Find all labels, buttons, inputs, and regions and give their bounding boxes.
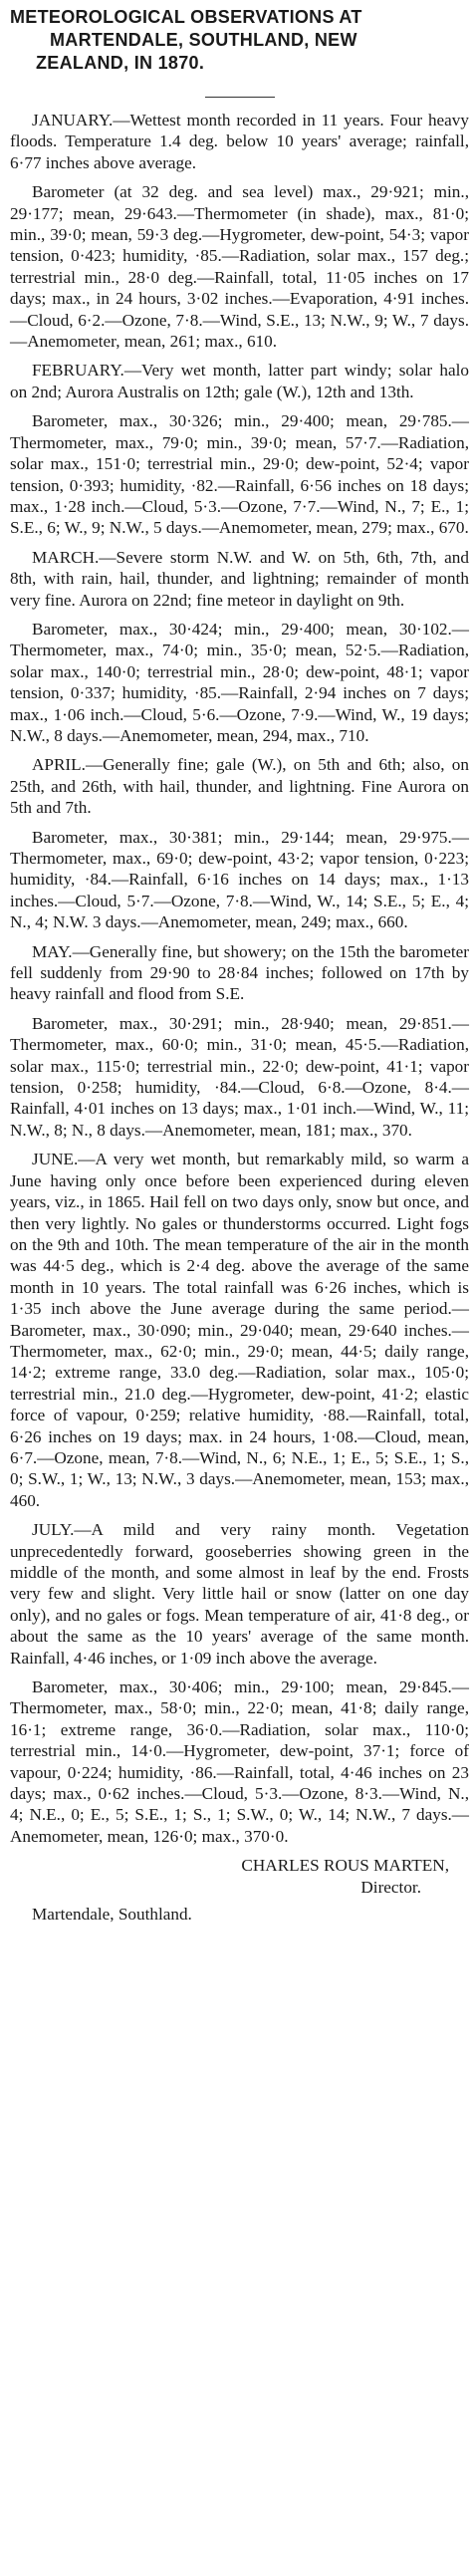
february-readings: Barometer, max., 30·326; min., 29·400; mean, 29·785.—Thermometer, max., 79·0; min., 39·0; mean, 57·7.—Radiation, solar max., 151·0; terrestrial min., 29·0; dew-point, 52·4; vapor tension, 0·393; humidity, ·82.—Rainfall, 6·56 inches on 18 days; max., 1·28 inch.—Cloud, 5·3.—Ozone, 7·7.—Wind, N., 7; E., 1; S.E., 6; W., 9; N.W., 5 days.—Anemometer, mean, 279; max., 670. [10, 411, 469, 538]
april-summary: APRIL.—Generally fine; gale (W.), on 5th and 6th; also, on 25th, and 26th, with hail, thunder, and lightning. Fine Aurora on 5th and 7th. [10, 755, 469, 818]
may-summary: MAY.—Generally fine, but showery; on the 15th the barometer fell suddenly from 29·90 to 28·84 inches; followed on 17th by heavy rainfall and flood from S.E. [10, 941, 469, 1004]
july-readings: Barometer, max., 30·406; min., 29·100; mean, 29·845.—Thermometer, max., 58·0; min., 22·0; mean, 41·8; daily range, 16·1; extreme range, 36·0.—Radiation, solar max., 110·0; terrestrial min., 14·0.—Hygrometer, dew-point, 37·1; force of vapour, 0·224; humidity, ·86.—Rainfall, total, 4·46 inches on 23 days; max., 0·62 inches.—Cloud, 5·3.—Ozone, 8·3.—Wind, N., 4; N.E., 0; E., 5; S.E., 1; S., 1; S.W., 0; W., 14; N.W., 7 days.—Anemometer, mean, 126·0; max., 370·0. [10, 1677, 469, 1846]
january-readings: Barometer (at 32 deg. and sea level) max., 29·921; min., 29·177; mean, 29·643.—Thermometer (in shade), max., 81·0; min., 39·0; mean, 59·3 deg.—Hygrometer, dew-point, 54·3; vapor tension, 0·423; humidity, ·85.—Radiation, solar max., 157 deg.; terrestrial min., 28·0 deg.—Rainfall, total, 11·05 inches on 17 days; max., in 24 hours, 3·02 inches.—Evaporation, 4·91 inches.—Cloud, 6·2.—Ozone, 7·8.—Wind, S.E., 13; N.W., 9; W., 7 days.—Anemometer, mean, 261; max., 610. [10, 182, 469, 352]
signature-name: CHARLES ROUS MARTEN, [241, 1856, 449, 1876]
dateline-place: Martendale, Southland. [32, 1905, 192, 1925]
january-summary: JANUARY.—Wettest month recorded in 11 years. Four heavy floods. Temperature 1.4 deg. below 10 years' average; rainfall, 6·77 inches above average. [10, 111, 469, 172]
signature-role: Director. [360, 1877, 421, 1897]
may-readings: Barometer, max., 30·291; min., 28·940; mean, 29·851.—Thermometer, max., 60·0; min., 31·0; mean, 45·5.—Radiation, solar max., 115·0; terrestrial min., 22·0; dew-point, 41·1; vapor tension, 0·258; humidity, ·84.—Cloud, 6·8.—Ozone, 8·4.—Rainfall, 4·01 inches on 13 days; max., 1·01 inch.—Wind, W., 11; N.W., 8; N., 8 days.—Anemometer, mean, 181; max., 370. [10, 1013, 469, 1140]
title-divider [205, 97, 275, 98]
april-readings: Barometer, max., 30·381; min., 29·144; mean, 29·975.—Thermometer, max., 69·0; dew-point, 43·2; vapor tension, 0·223; humidity, ·84.—Rainfall, 6·16 inches on 14 days; max., 1·13 inches.—Cloud, 5·7.—Ozone, 7·8.—Wind, W., 14; S.E., 5; E., 4; N., 4; N.W. 3 days.—Anemometer, mean, 249; max., 660. [10, 827, 469, 932]
june-report: JUNE.—A very wet month, but remarkably mild, so warm a June having only once before been experienced during eleven years, viz., in 1865. Hail fell on two days only, snow but once, and then very lightly. No gales or thunderstorms occurred. Light fogs on the 9th and 10th. The mean temperature of the air in the month was 44·5 deg., which is 2·4 deg. above the average of the same month in 10 years. The total rainfall was 6·26 inches, which is 1·35 inch above the June average during the same period.—Barometer, max., 30·090; min., 29·040; mean, 29·640 inches.—Thermometer, max., 62·0; min., 29·0; mean, 44·5; daily range, 14·2; extreme range, 33.0 deg.—Radiation, solar max., 105·0; terrestrial min., 21.0 deg.—Hygrometer, dew-point, 41·2; elastic force of vapour, 0·259; relative humidity, ·88.—Rainfall, total, 6·26 inches on 19 days; max. in 24 hours, 1·08.—Cloud, mean, 6·7.—Ozone, mean, 7·8.—Wind, N., 6; N.E., 1; E., 5; S.E., 1; S., 0; S.W., 1; W., 13; N.W., 3 days.—Anemometer, mean, 153; max., 460. [10, 1150, 469, 1510]
title-line: MARTENDALE, SOUTHLAND, NEW [50, 30, 357, 50]
article-title [10, 6, 469, 75]
title-line: ZEALAND, IN 1870. [36, 53, 205, 73]
february-summary: FEBRUARY.—Very wet month, latter part windy; solar halo on 2nd; Aurora Australis on 12th; gale (W.), 12th and 13th. [10, 361, 469, 401]
title-line: METEOROLOGICAL OBSERVATIONS AT [10, 7, 362, 27]
july-summary: JULY.—A mild and very rainy month. Vegetation unprecedentedly forward, gooseberries showing green in the middle of the month, and some almost in leaf by the end. Frosts very few and slight. Very little hail or snow (latter on one day only), and no gales or fogs. Mean temperature of air, 41·8 deg., or about the same as the 10 years' average of the same month. Rainfall, 4·46 inches, or 1·09 inch above the average. [10, 1520, 469, 1668]
march-readings: Barometer, max., 30·424; min., 29·400; mean, 30·102.—Thermometer, max., 74·0; min., 35·0; mean, 52·5.—Radiation, solar max., 140·0; terrestrial min., 28·0; dew-point, 48·1; vapor tension, 0·337; humidity, ·85.—Rainfall, 2·94 inches on 7 days; max., 1·06 inch.—Cloud, 5·6.—Ozone, 7·9.—Wind, W., 19 days; N.W., 8 days.—Anemometer, mean, 294, max., 710. [10, 619, 469, 745]
march-summary: MARCH.—Severe storm N.W. and W. on 5th, 6th, 7th, and 8th, with rain, hail, thunder, and lightning; remainder of month very fine. Aurora on 22nd; fine meteor in daylight on 9th. [10, 547, 469, 610]
